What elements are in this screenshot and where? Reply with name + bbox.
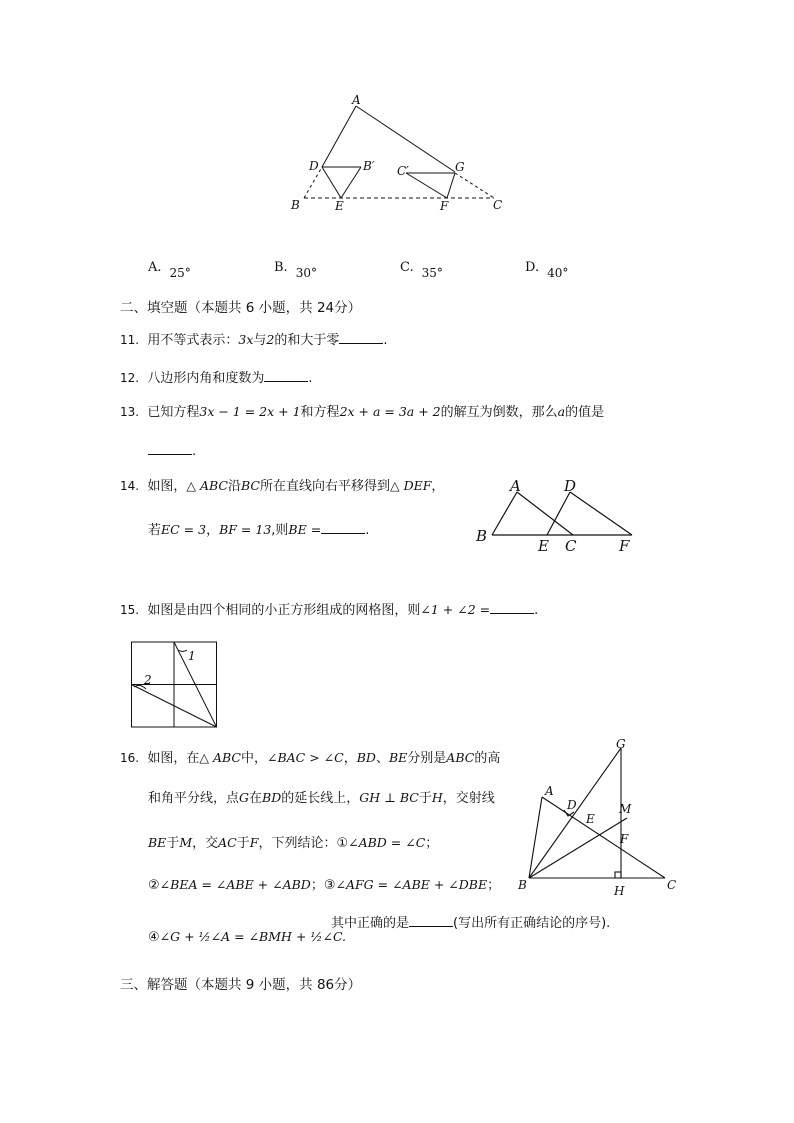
question-13-blank-line: . [148,442,196,461]
question-15: 15. 如图是由四个相同的小正方形组成的网格图，则∠1 + ∠2 = . [120,602,539,618]
fig14-label-B: B [476,527,488,545]
answer-blank-15[interactable] [490,601,534,614]
fig16-label-M: M [619,802,632,816]
label-C: C [493,198,503,212]
fig14-label-A: A [510,477,521,495]
figure-16-triangle [512,735,687,900]
label-C-prime: C′ [397,164,409,178]
fig14-label-E: E [538,537,549,555]
fig16-label-B: B [518,878,527,892]
fig15-angle-1: 1 [188,649,196,663]
figure-15-grid [130,640,220,730]
option-b[interactable]: B. $_{30^\circ}$ [274,260,317,280]
option-c[interactable]: C. $_{35^\circ}$ [400,260,443,280]
label-E: E [335,199,344,213]
fig16-label-D: D [567,798,577,812]
question-14: 14. 如图，△ ABC沿BC所在直线向右平移得到△ DEF， [120,478,445,494]
section-heading-solutions: 三、解答题（本题共 9 小题，共 86分） [120,977,362,993]
label-G: G [455,160,465,174]
label-F: F [440,199,449,213]
fig14-label-D: D [564,477,577,495]
answer-blank-14[interactable] [321,521,365,534]
label-D: D [309,159,319,173]
label-B: B [291,198,300,212]
question-16-line1: 16. 如图，在△ ABC中，∠BAC > ∠C，BD、BE分别是ABC的高 [120,750,501,766]
question-16-line2: 和角平分线，点G在BD的延长线上，GH ⊥ BC于H，交射线 [148,790,495,806]
question-11: 11. 用不等式表示：3x与2的和大于零 . [120,332,388,348]
label-A: A [352,93,361,107]
fig14-label-C: C [565,537,577,555]
fig16-label-F: F [620,832,629,846]
answer-blank-16[interactable] [409,914,453,927]
answer-blank-11[interactable] [339,331,383,344]
option-d[interactable]: D. $_{40^\circ}$ [525,260,569,280]
fig16-label-A: A [545,784,554,798]
fig16-label-H: H [614,884,625,898]
section-heading-fill-in: 二、填空题（本题共 6 小题，共 24分） [120,300,362,316]
question-12: 12. 八边形内角和度数为 . [120,371,313,386]
question-16-line5b: 其中正确的是 (写出所有正确结论的序号). [331,916,611,931]
answer-blank-12[interactable] [264,369,308,382]
figure-14-translation [472,475,642,555]
question-16-line4: ②∠BEA = ∠ABE + ∠ABD；③∠AFG = ∠ABE + ∠DBE； [148,877,501,893]
fig16-label-E: E [586,812,595,826]
question-14-line2: 若EC = 3，BF = 13,则BE = . [148,522,370,538]
label-B-prime: B′ [363,159,375,173]
option-a[interactable]: A. $_{25^\circ}$ [148,260,191,280]
fig16-label-C: C [667,878,677,892]
answer-blank-13[interactable] [148,442,192,455]
question-13: 13. 已知方程3x − 1 = 2x + 1和方程2x + a = 3a + 2的解互为倒数，那么a的值是 [120,404,605,420]
fig15-angle-2: 2 [144,673,152,687]
question-16-line5a: ④∠G + ½∠A = ∠BMH + ½∠C. [148,929,347,945]
question-16-line3: BE于M，交AC于F，下列结论：①∠ABD = ∠C； [148,835,439,851]
fig14-label-F: F [619,537,630,555]
fig16-label-G: G [616,737,626,751]
figure-translation-triangles [280,92,510,217]
